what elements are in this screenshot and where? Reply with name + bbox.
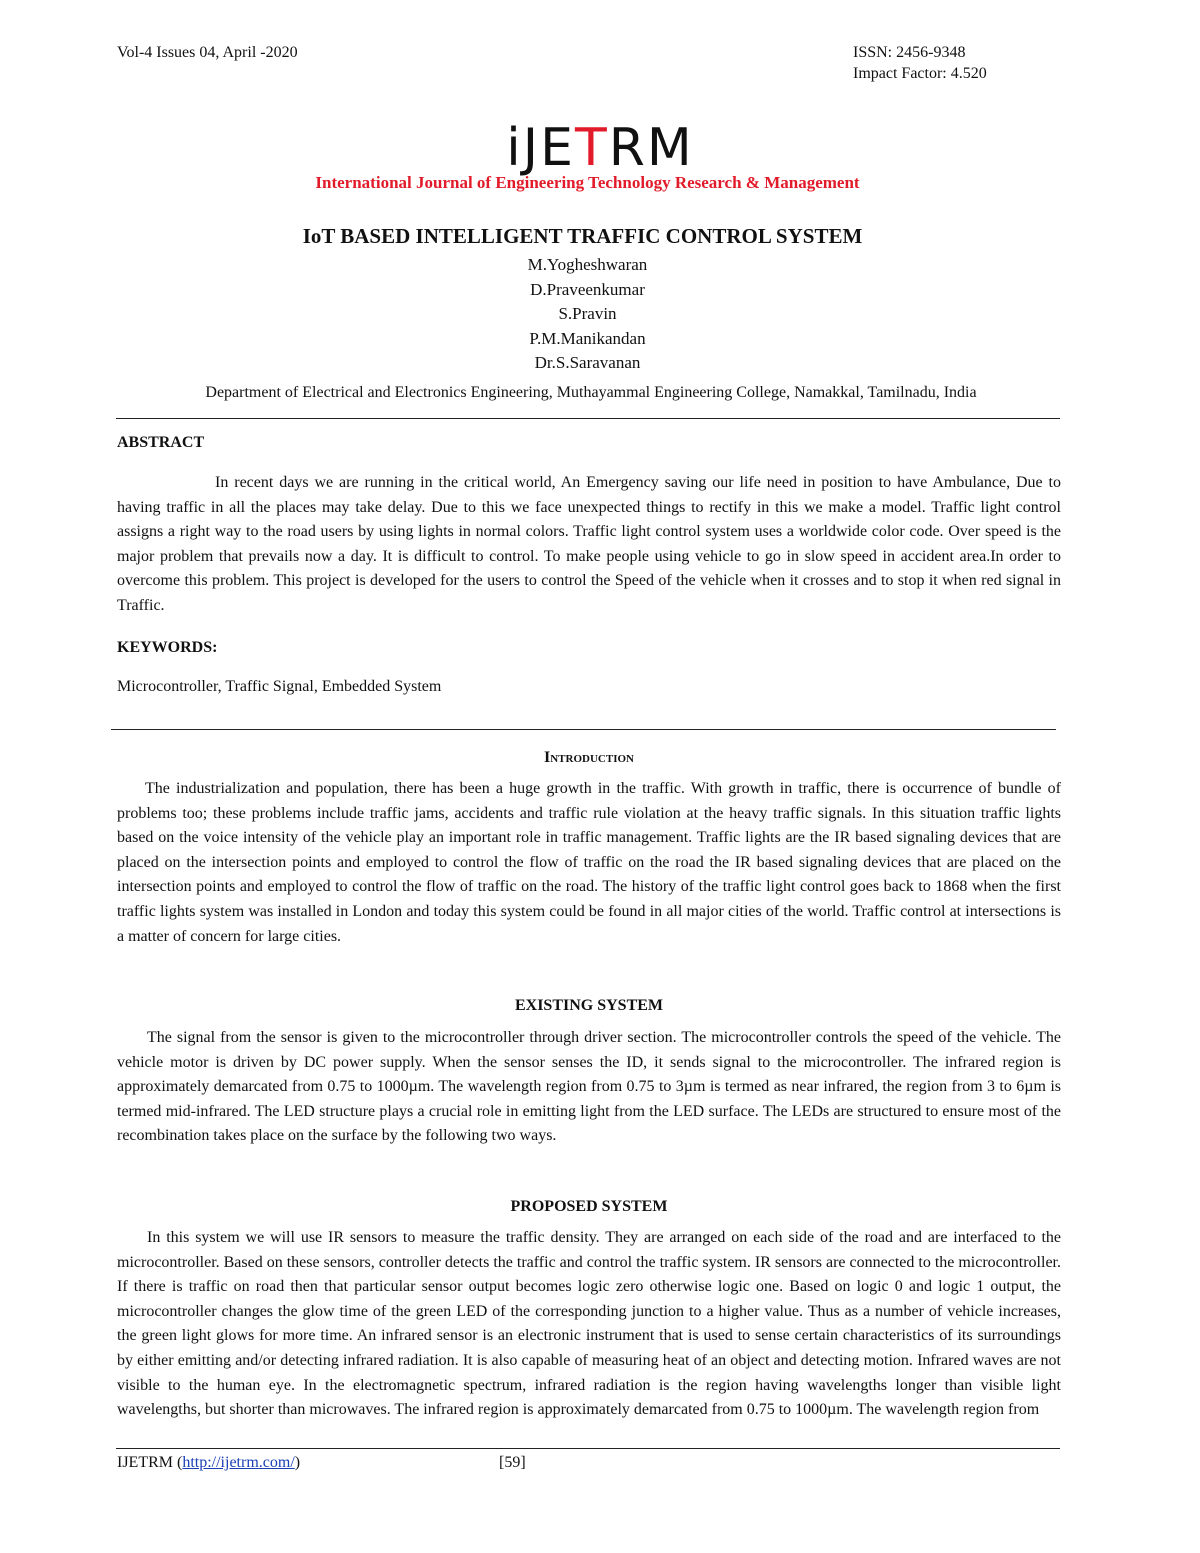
- footer-journal: [117, 1452, 300, 1474]
- divider: [116, 418, 1060, 419]
- author: M.Yogheshwaran: [527, 255, 648, 274]
- author-list: [0, 253, 1175, 376]
- keywords-text: Microcontroller, Traffic Signal, Embedded System: [117, 678, 442, 695]
- impact-factor: Impact Factor: 4.520: [853, 65, 987, 82]
- author: Dr.S.Saravanan: [534, 353, 641, 372]
- logo-part-3: RM: [608, 118, 694, 178]
- author: D.Praveenkumar: [530, 279, 645, 299]
- footer-divider: [116, 1448, 1060, 1449]
- introduction-text: The industrialization and population, there has been a huge growth in the traffic. With growth in traffic, there is occurrence of bundle of problems too; these problems include traffic jams, accidents and traffic rule violation at the heavy traffic signals. In this situation traffic lights based on the voice intensity of the vehicle play an important role in traffic management. Traffic lights are the IR based signaling devices that are placed on the intersection points and employed to control the flow of traffic on the road the IR based signaling devices that are placed on the intersection points and employed to control the flow of traffic on the road. The history of the traffic light control goes back to 1868 when the first traffic lights system was installed in London and today this system could be found in all major cities of the world. Traffic control at intersections is a matter of concern for large cities.: [117, 780, 1061, 945]
- abstract-heading: ABSTRACT: [117, 434, 205, 451]
- logo-part-2: T: [574, 118, 609, 178]
- paper-title: IoT BASED INTELLIGENT TRAFFIC CONTROL SYSTEM: [302, 224, 863, 248]
- proposed-system-text: In this system we will use IR sensors to measure the traffic density. They are arranged on each side of the road and are interfaced to the microcontroller. Based on these sensors, controller detects the traffic and control the traffic system. IR sensors are connected to the microcontroller. If there is traffic on road then that particular sensor output becomes logic zero otherwise logic one. Based on logic 0 and logic 1 output, the microcontroller changes the glow time of the green LED of the corresponding junction to a higher value. Thus as a number of vehicle increases, the green light glows for more time. An infrared sensor is an electronic instrument that is used to sense certain characteristics of its surroundings by either emitting and/or detecting infrared radiation. It is also capable of measuring heat of an object and detecting motion. Infrared waves are not visible to the human eye. In the electromagnetic spectrum, infrared radiation is the region having wavelengths longer than visible light wavelengths, but shorter than microwaves. The infrared region is approximately demarcated from 0.75 to 1000µm. The wavelength region from: [117, 1229, 1061, 1419]
- existing-system-heading: EXISTING SYSTEM: [514, 997, 664, 1014]
- journal-name: International Journal of Engineering Technology Research & Management: [315, 173, 860, 192]
- logo-part-1: iJE: [506, 118, 575, 178]
- divider: [111, 729, 1056, 730]
- footer-journal-prefix: IJETRM (: [117, 1454, 183, 1471]
- journal-website-link[interactable]: http://ijetrm.com/: [182, 1454, 295, 1471]
- introduction-heading: Introduction: [544, 749, 634, 766]
- journal-logo: [0, 120, 1200, 176]
- footer-journal-suffix: ): [294, 1454, 301, 1471]
- affiliation: Department of Electrical and Electronics Engineering, Muthayammal Engineering College, Namakkal, Tamilnadu, India: [205, 384, 977, 401]
- existing-system-text: The signal from the sensor is given to the microcontroller through driver section. The microcontroller controls the speed of the vehicle. The vehicle motor is driven by DC power supply. When the sensor senses the ID, it sends signal to the microcontroller. The infrared region is approximately demarcated from 0.75 to 1000µm. The wavelength region from 0.75 to 3µm is termed as near infrared, the region from 3 to 6µm is termed mid-infrared. The LED structure plays a crucial role in emitting light from the LED surface. The LEDs are structured to ensure most of the recombination takes place on the surface by the following two ways.: [117, 1029, 1061, 1145]
- keywords-heading: KEYWORDS:: [117, 639, 218, 656]
- abstract-text: In recent days we are running in the critical world, An Emergency saving our life need in position to have Ambulance, Due to having traffic in all the places may take delay. Due to this we face unexpected things to rectify in this we make a model. Traffic light control assigns a right way to the road users by using lights in normal colors. Traffic light control system uses a worldwide color code. Over speed is the major problem that prevails now a day. It is difficult to control. To make people using vehicle to go in slow speed in accident area.In order to overcome this problem. This project is developed for the users to control the Speed of the vehicle when it crosses and to stop it when red signal in Traffic.: [117, 474, 1061, 614]
- author: S.Pravin: [558, 304, 617, 323]
- author: P.M.Manikandan: [529, 328, 646, 348]
- proposed-system-heading: PROPOSED SYSTEM: [510, 1198, 668, 1215]
- issn: ISSN: 2456-9348: [853, 44, 966, 61]
- volume-info: Vol-4 Issues 04, April -2020: [117, 44, 298, 61]
- page-number: [59]: [499, 1454, 526, 1471]
